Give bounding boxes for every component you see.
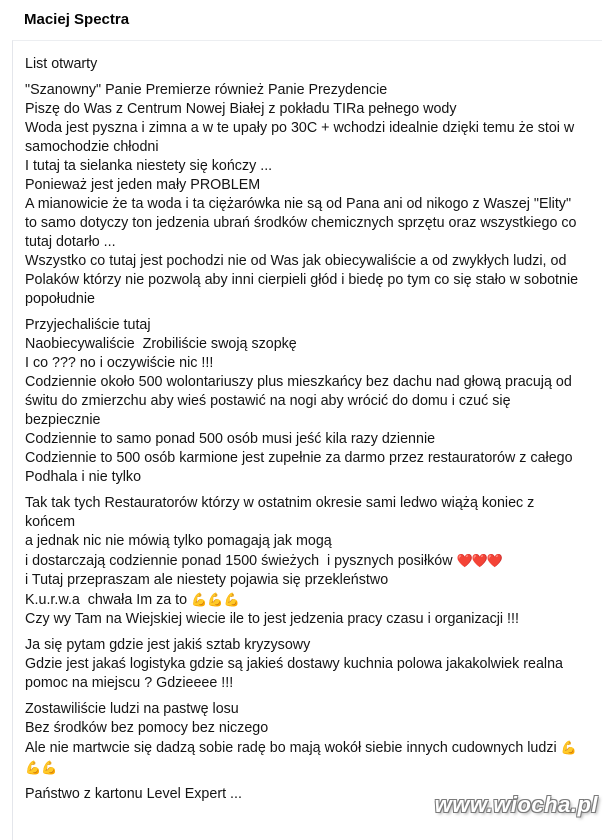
post-card bbox=[12, 40, 602, 840]
post-line: Ponieważ jest jeden mały PROBLEM bbox=[25, 177, 261, 193]
post-line: Codziennie około 500 wolontariuszy plus mieszkańcy bez dachu nad głową pracują od bbox=[25, 374, 572, 390]
post-line: Codziennie to samo ponad 500 osób musi jeść kila razy dziennie bbox=[25, 431, 436, 447]
post-line: I co ??? no i oczywiście nic !!! bbox=[25, 355, 214, 371]
post-line: Polaków którzy nie pozwolą aby inni cierpieli głód i biedę po tym co się stało w sobotnie bbox=[25, 272, 579, 288]
post-line: Czy wy Tam na Wiejskiej wiecie ile to jest jedzenia pracy czasu i organizacji !!! bbox=[25, 611, 519, 627]
post-line: Zostawiliście ludzi na pastwę losu bbox=[25, 701, 239, 717]
paragraph-gap bbox=[25, 778, 593, 785]
post-line: samochodzie chłodni bbox=[25, 139, 159, 155]
flexed-biceps-emoji-icon: 💪💪💪 bbox=[191, 592, 240, 607]
post-line: tutaj dotarło ... bbox=[25, 234, 116, 250]
site-watermark: www.wiocha.pl bbox=[434, 792, 598, 817]
post-line: Wszystko co tutaj jest pochodzi nie od Was jak obiecywaliście a od zwykłych ludzi, od bbox=[25, 253, 567, 269]
flexed-biceps-emoji-icon: 💪 bbox=[560, 740, 577, 755]
post-line-with-muscles bbox=[25, 590, 593, 610]
post-line: i Tutaj przepraszam ale niestety pojawia się przekleństwo bbox=[25, 572, 389, 588]
post-line: końcem bbox=[25, 514, 76, 530]
post-line: List otwarty bbox=[25, 56, 98, 72]
post-line-text: i dostarczają codziennie ponad 1500 świeżych i pysznych posiłków bbox=[25, 553, 453, 569]
post-line: Przyjechaliście tutaj bbox=[25, 317, 151, 333]
post-line: Gdzie jest jakaś logistyka gdzie są jakieś dostawy kuchnia polowa jakakolwiek realna bbox=[25, 656, 563, 672]
flexed-biceps-emoji-icon: 💪💪 bbox=[25, 760, 58, 775]
hearts-emoji-icon: ❤️❤️❤️ bbox=[456, 553, 503, 568]
paragraph-gap bbox=[25, 74, 593, 81]
post-line: Tak tak tych Restauratorów którzy w ostatnim okresie sami ledwo wiążą koniec z bbox=[25, 495, 535, 511]
emoji-line bbox=[25, 758, 593, 778]
post-line: Bez środków bez pomocy bez niczego bbox=[25, 720, 269, 736]
post-line: A mianowicie że ta woda i ta ciężarówka nie są od Pana ani od nikogo z Waszej "Elity" bbox=[25, 196, 572, 212]
post-line: Ja się pytam gdzie jest jakiś sztab kryzysowy bbox=[25, 637, 311, 653]
post-line: Piszę do Was z Centrum Nowej Białej z pokładu TIRa pełnego wody bbox=[25, 101, 457, 117]
paragraph-gap bbox=[25, 693, 593, 700]
post-author-name[interactable]: Maciej Spectra bbox=[24, 11, 130, 28]
post-line-with-hearts bbox=[25, 551, 593, 571]
post-line: I tutaj ta sielanka niestety się kończy ... bbox=[25, 158, 273, 174]
post-line: Woda jest pyszna i zimna a w te upały po 30C + wchodzi idealnie dzięki temu że stoi w bbox=[25, 120, 575, 136]
post-line: "Szanowny" Panie Premierze również Panie Prezydencie bbox=[25, 82, 388, 98]
post-line: Podhala i nie tylko bbox=[25, 469, 142, 485]
paragraph-gap bbox=[25, 629, 593, 636]
post-body bbox=[25, 55, 593, 804]
post-line: to samo dotyczy ton jedzenia ubrań środków chemicznych sprzętu oraz wszystkiego co bbox=[25, 215, 577, 231]
post-line-text: K.u.r.w.a chwała Im za to bbox=[25, 592, 188, 608]
post-line: Państwo z kartonu Level Expert ... bbox=[25, 786, 242, 802]
post-line: świtu do zmierzchu aby wieś postawić na nogi aby wrócić do domu i czuć się bbox=[25, 393, 511, 409]
paragraph-gap bbox=[25, 309, 593, 316]
post-line: pomoc na miejscu ? Gdzieeee !!! bbox=[25, 675, 234, 691]
post-line: popołudnie bbox=[25, 291, 95, 307]
post-line-text: Ale nie martwcie się dadzą sobie radę bo mają wokół siebie innych cudownych ludzi bbox=[25, 740, 557, 756]
post-line: bezpiecznie bbox=[25, 412, 101, 428]
paragraph-gap bbox=[25, 487, 593, 494]
post-line: Naobiecywaliście Zrobiliście swoją szopkę bbox=[25, 336, 297, 352]
post-line: a jednak nic nie mówią tylko pomagają jak mogą bbox=[25, 533, 332, 549]
post-line: Codziennie to 500 osób karmione jest zupełnie za darmo przez restauratorów z całego bbox=[25, 450, 573, 466]
post-line-with-muscle bbox=[25, 738, 593, 758]
